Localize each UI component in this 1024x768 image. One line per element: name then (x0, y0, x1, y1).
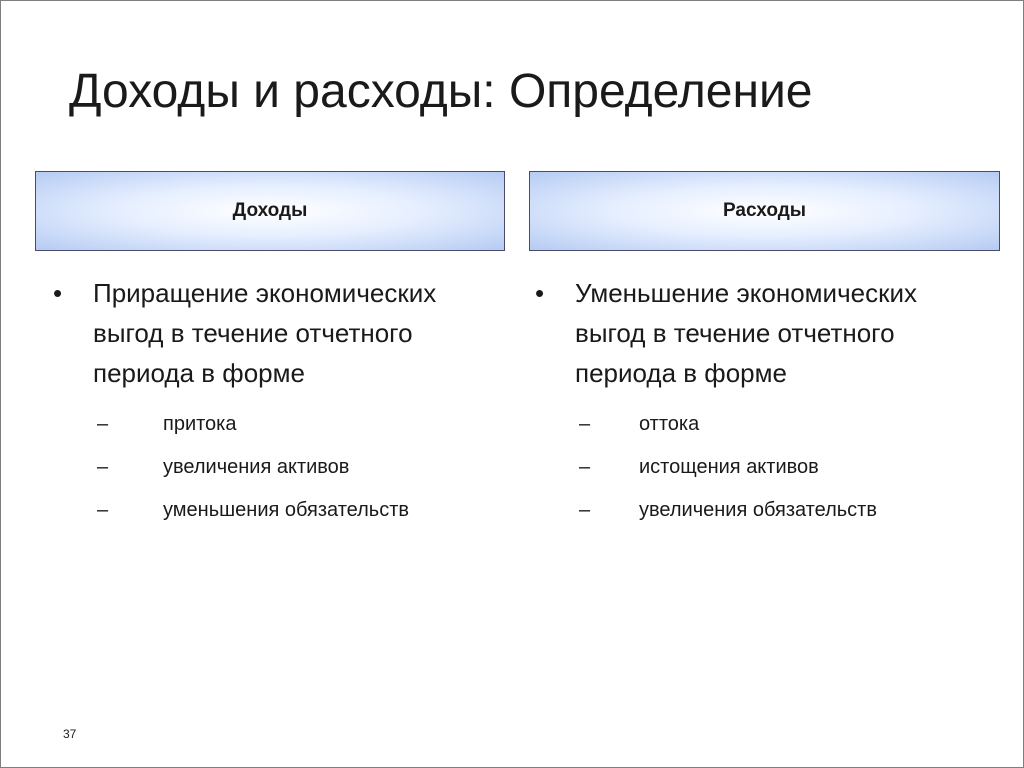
expenses-column (531, 273, 971, 532)
list-item (49, 446, 489, 489)
list-item (531, 489, 971, 532)
list-item (49, 489, 489, 532)
list-item (49, 403, 489, 446)
list-item-text: увеличения активов (163, 456, 350, 478)
bullet-icon: • (535, 278, 545, 308)
expenses-forms-list (531, 403, 971, 532)
list-item-text: истощения активов (639, 456, 819, 478)
dash-icon: – (97, 413, 109, 435)
dash-icon: – (97, 499, 109, 521)
dash-icon: – (579, 413, 591, 435)
page-number: 37 (63, 727, 77, 741)
bullet-icon: • (53, 278, 63, 308)
income-header-label: Доходы (232, 200, 308, 221)
income-definition-text: Приращение экономических выгод в течение отчетного периода в форме (93, 278, 437, 388)
income-definition (49, 273, 489, 393)
income-header (35, 171, 505, 251)
list-item-text: уменьшения обязательств (163, 499, 409, 521)
expenses-definition (531, 273, 971, 393)
list-item (531, 446, 971, 489)
dash-icon: – (97, 456, 109, 478)
expenses-header (529, 171, 1000, 251)
list-item-text: оттока (639, 413, 700, 435)
expenses-header-label: Расходы (722, 200, 807, 221)
dash-icon: – (579, 499, 591, 521)
dash-icon: – (579, 456, 591, 478)
expenses-definition-text: Уменьшение экономических выгод в течение отчетного периода в форме (575, 278, 917, 388)
income-column (49, 273, 489, 532)
list-item (531, 403, 971, 446)
list-item-text: увеличения обязательств (639, 499, 877, 521)
income-forms-list (49, 403, 489, 532)
slide-title: Доходы и расходы: Определение (69, 65, 813, 118)
list-item-text: притока (163, 413, 237, 435)
